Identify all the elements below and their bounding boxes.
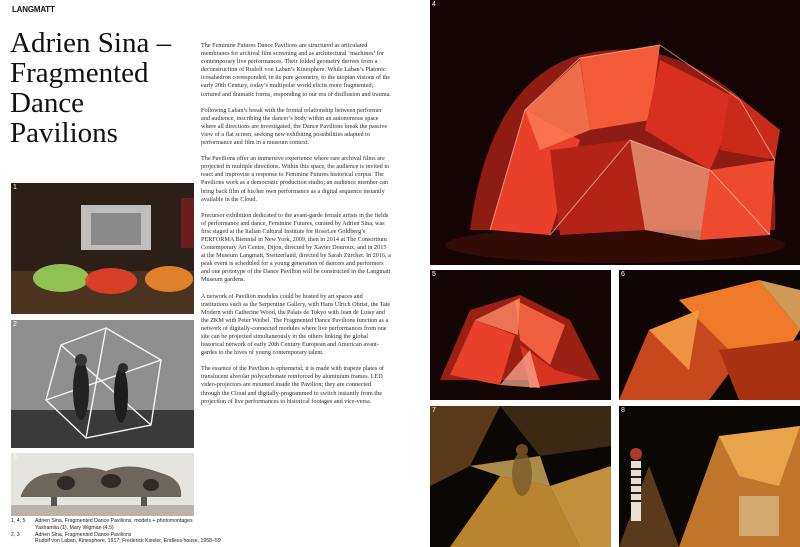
kinesphere-image — [11, 320, 194, 448]
body-text-column — [201, 42, 391, 414]
body-paragraph: Precursor exhibition dedicated to the avant-garde female artists in the fields of performance and dance, Feminine Futures, curated by Adrien Sina, was first staged at the Italian Cultural Institute for RoseLee Goldberg’s PERFORMA Biennial in New York, 2009, then in 2014 at The Consortium Contemporary Art Centre, Dijon, directed by Xavier Douroux, and in 2015 at the Museum Langmatt, Switzerland, directed by Sarah Zürcher. In 2016, a peak event is scheduled for a young generation of dancers and performers and one prototype of the Dance Pavilion will be constructed in the Langmatt Museum gardens. — [201, 211, 391, 284]
pavilion-interior-dancer-image — [430, 406, 611, 547]
caption-numbers — [11, 538, 35, 545]
caption-text: Rudolf von Laban, Kinesphere, 1917; Frederick Kiesler, Endless house, 1958–59 — [35, 538, 221, 545]
photo-number: 6 — [621, 271, 625, 278]
photo-number: 4 — [432, 1, 436, 8]
photo-pavilion-dancer-projection — [619, 406, 800, 547]
photo-pavilion-interior-dancer — [430, 406, 611, 547]
caption-row — [11, 532, 311, 539]
body-paragraph: The Pavilions offer an immersive experience where rare archival films are projected in multiple directions. Within this space, the audience is invited to react and improvise a response to Feminine Futures historical corpus. The Pavilions work as a democratic production studio; an audience member can bring back film of his/her own performance as a digital sequence instantly available in the Cloud. — [201, 155, 390, 203]
caption-row — [11, 525, 311, 532]
photo-number: 7 — [432, 407, 436, 414]
caption-text: Adrien Sina, Fragmented Dance Pavilions — [35, 531, 132, 538]
photo-number: 1 — [13, 184, 17, 191]
article-title: Adrien Sina – Fragmented Dance Pavilions — [10, 27, 172, 149]
endless-house-image — [11, 453, 194, 516]
red-pavilion-image — [430, 0, 800, 265]
caption-row — [11, 538, 311, 545]
pavilion-dancer-projection-image — [619, 406, 800, 547]
caption-text: Yashamiia (1), Mary Wigman (4,5) — [35, 524, 114, 531]
photo-pavilion-detail-orange — [619, 270, 800, 400]
caption-numbers — [11, 525, 35, 532]
caption-row — [11, 518, 311, 525]
photo-pavilion-detail-red — [430, 270, 611, 400]
photo-number: 8 — [621, 407, 625, 414]
body-paragraph: The Feminine Futures Dance Pavilions are structured as articulated membranes for archival film screening and as architectural ‘machines’ for contemporary live performances. Their folded geometry derives from a deconstruction of Rudolf von Laban’s Kinesphere. While Laban’s Platonic icosahedron corresponded, in its pure geometry, to the utopian visions of the early 20th Century, today’s multipolar world elicits more fragmented, tortured and dramatic forms, responding to our era of disillusion and trauma. — [201, 42, 391, 98]
photo-red-pavilion — [430, 0, 800, 265]
pavilion-detail-red-image — [430, 270, 611, 400]
magazine-logo: LANGMATT — [12, 5, 55, 14]
caption-numbers: 1, 4, 5 — [11, 518, 26, 524]
photo-captions — [11, 518, 311, 545]
body-paragraph: The essence of the Pavilion is ephemeral; it is made with trapeze plates of translucent alveolar polycarbonate reinforced by aluminium frames. LED video-projectors are mounted inside the Pavilion; they are connected through the Cloud and digitally-programmed to switch instantly from the projection of live performances to historical footages and vice-versa. — [201, 365, 384, 405]
photo-number: 3 — [13, 454, 17, 461]
photo-number: 2 — [13, 321, 17, 328]
photo-kinesphere — [11, 320, 194, 448]
caption-numbers: 2, 3 — [11, 531, 20, 538]
gallery-models-image — [11, 183, 194, 314]
right-page — [400, 0, 800, 547]
photo-gallery-models — [11, 183, 194, 314]
pavilion-detail-orange-image — [619, 270, 800, 400]
photo-endless-house — [11, 453, 194, 516]
body-paragraph: A network of Pavilion modules could be hosted by art spaces and institutions such as the Serpentine Gallery, with Hans Ulrich Obrist, the Tate Modern with Catherine Wood, the Palais de Tokyo with Jean de Loisy and the ZKM with Peter Weibel. The Fragmented Dance Pavilions function as a network of digitally-connected modules where live performances from one site can be projected simultaneously in the others linking the global historical network of early 20th Century European and American avant-gardes to the hives of young contemporary talent. — [201, 292, 391, 357]
photo-number: 5 — [432, 271, 436, 278]
caption-text: Adrien Sina, Fragmented Dance Pavilions, models + photomontages — [35, 518, 193, 524]
body-paragraph: Following Laban’s break with the frontal relationship between performer and audience, inscribing the dancer’s body within an autonomous space where all directions are investigated, the Dance Pavilions break the passive view of a flat screen, seeking new exhibiting possibilities adapted to performance and film in a museum context. — [201, 106, 388, 147]
